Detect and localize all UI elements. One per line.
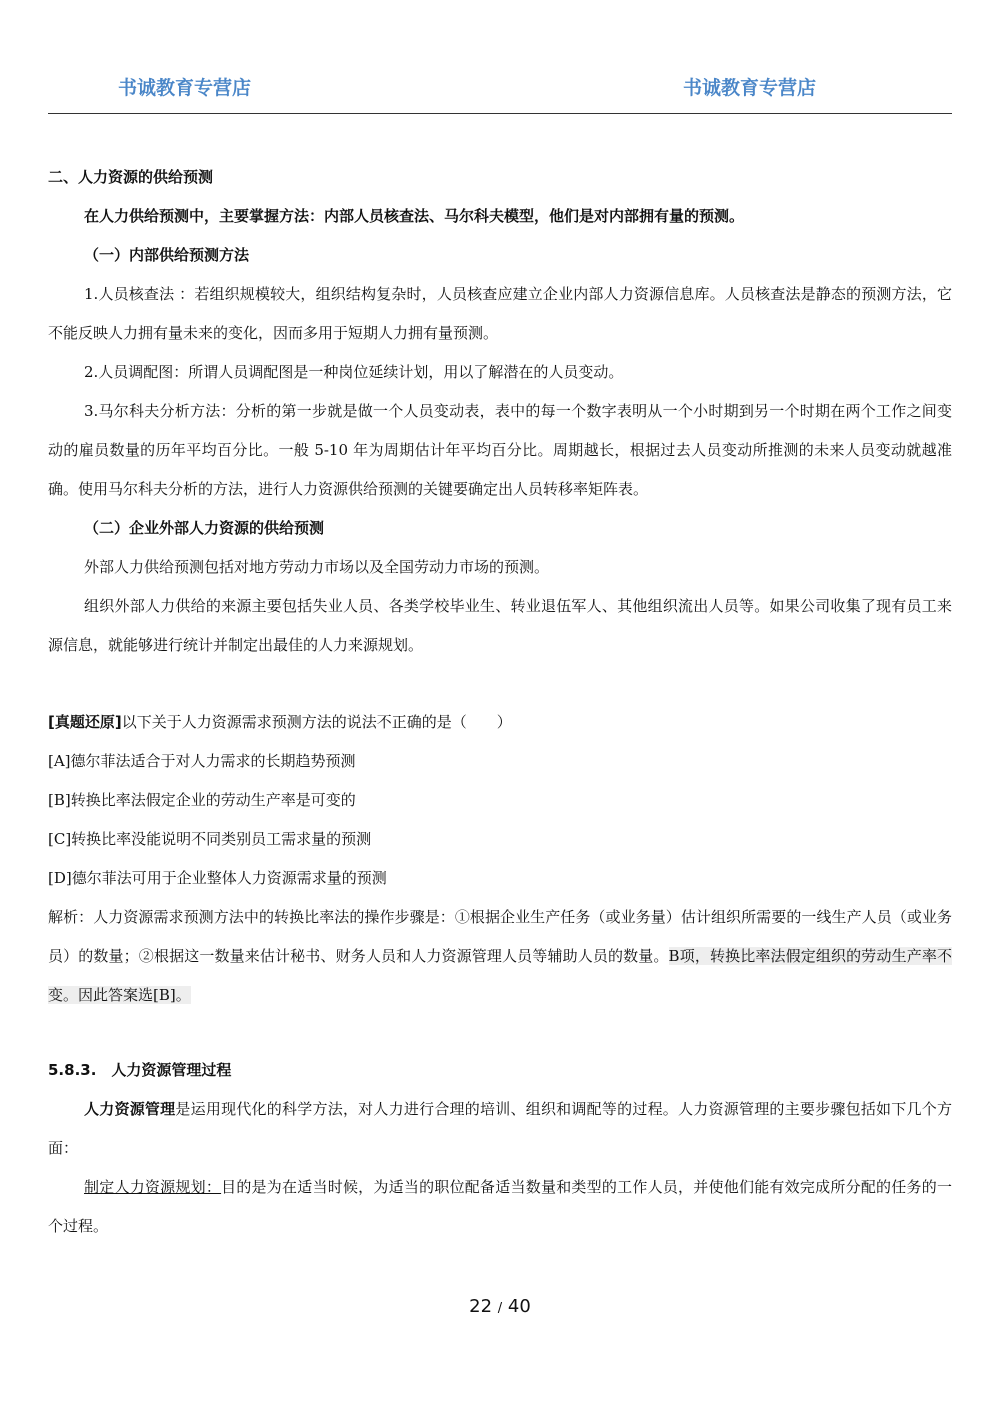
exam-option-b: [B]转换比率法假定企业的劳动生产率是可变的 [48,791,356,809]
section-title-supply-forecast: 二、人力资源的供给预测 [48,168,214,186]
exam-question-text: 以下关于人力资源需求预测方法的说法不正确的是（ ） [121,713,512,731]
section-intro: 在人力供给预测中，主要掌握方法：内部人员核查法、马尔科夫模型，他们是对内部拥有量的预测。 [84,207,745,225]
total-page-count: 40 [507,1296,531,1317]
external-paragraph-1: 外部人力供给预测包括对地方劳动力市场以及全国劳动力市场的预测。 [84,558,550,576]
hr-management-term: 人力资源管理 [84,1100,176,1118]
hr-planning-text: 目的是为在适当时候，为适当的职位配备适当数量和类型的工作人员，并使他们能有效完成所分配的任务的一个过程。 [48,1178,952,1235]
exam-analysis-main: 解析：人力资源需求预测方法中的转换比率法的操作步骤是：①根据企业生产任务（或业务量）估计组织所需要的一线生产人员（或业务员）的数量；②根据这一数量来估计秘书、财务人员和人力资源管理人员等辅助人员的数量。 [48,908,952,965]
spacer [48,1015,952,1051]
header-brand-left: 书诚教育专营店 [118,77,252,99]
method-personnel-check: 1.人员核查法 ：若组织规模较大，组织结构复杂时，人员核查应建立企业内部人力资源信息库。人员核查法是静态的预测方法，它不能反映人力拥有量未来的变化，因而多用于短期人力拥有量预测。 [48,285,952,342]
header-brand-right: 书诚教育专营店 [682,77,816,99]
exam-option-a: [A]德尔菲法适合于对人力需求的长期趋势预测 [48,752,356,770]
section-title-hr-process: 5.8.3. 人力资源管理过程 [48,1061,232,1079]
hr-management-definition-text: 是运用现代化的科学方法，对人力进行合理的培训、组织和调配等的过程。人力资源管理的主要步骤包括如下几个方面： [48,1100,952,1157]
method-markov: 3.马尔科夫分析方法：分析的第一步就是做一个人员变动表，表中的每一个数字表明从一个小时期到另一个时期在两个工作之间变动的雇员数量的历年平均百分比。一般 5-10 年为周期估计年平均百分比。周期越长，根据过去人员变动所推测的未来人员变动就越准确。使用马尔科夫分析的方法，进行人力资源供给预测的关键要确定出人员转移率矩阵表。 [48,402,952,498]
subsection-title-external: （二）企业外部人力资源的供给预测 [84,519,325,537]
document-body [48,158,952,1246]
exam-analysis [48,898,952,1015]
hr-planning-step [48,1168,952,1246]
page-header [48,70,952,114]
external-paragraph-2: 组织外部人力供给的来源主要包括失业人员、各类学校毕业生、转业退伍军人、其他组织流出人员等。如果公司收集了现有员工来源信息，就能够进行统计并制定出最佳的人力来源规划。 [48,597,952,654]
exam-question [48,703,952,742]
subsection-title-internal: （一）内部供给预测方法 [84,246,250,264]
page-footer [0,1296,1000,1317]
hr-planning-label: 制定人力资源规划： [84,1178,222,1196]
exam-analysis-answer: B项，转换比率法假定组织的劳动生产率不变。因此答案选[B]。 [48,947,952,1004]
exam-tag: [真题还原] [48,713,122,731]
exam-option-d: [D]德尔菲法可用于企业整体人力资源需求量的预测 [48,869,387,887]
exam-option-c: [C]转换比率没能说明不同类别员工需求量的预测 [48,830,372,848]
hr-management-definition [48,1090,952,1168]
current-page-number: 22 [469,1296,493,1317]
page-separator: / [497,1301,503,1316]
spacer [48,665,952,703]
method-staffing-chart: 2.人员调配图：所谓人员调配图是一种岗位延续计划，用以了解潜在的人员变动。 [84,363,624,381]
